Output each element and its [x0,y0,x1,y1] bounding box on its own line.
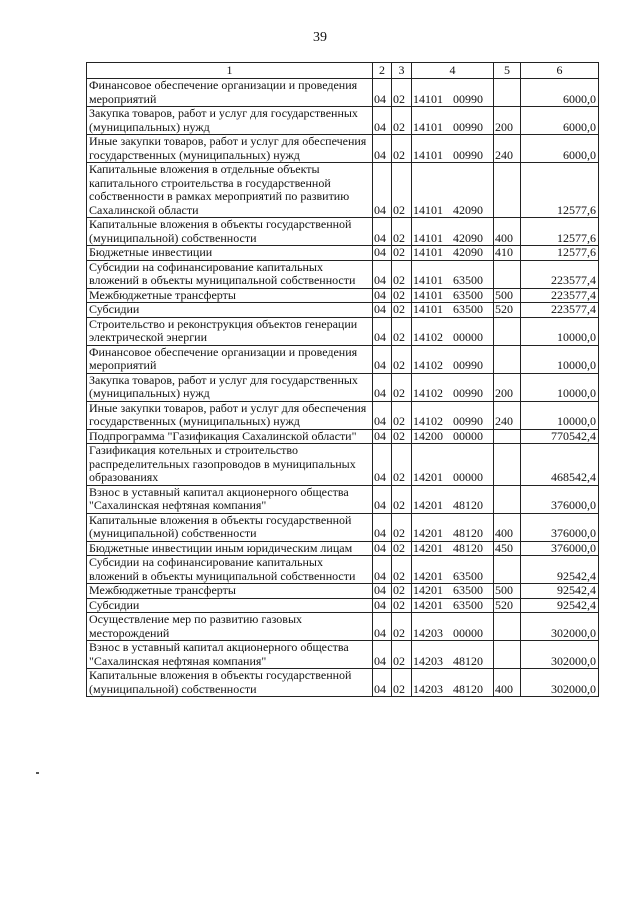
row-target-program-code: 14101 [413,230,443,245]
row-target-article [412,135,494,163]
row-expense-type: 200 [494,107,521,135]
table-row [87,79,599,107]
row-name: Закупка товаров, работ и услуг для государственных (муниципальных) нужд [87,107,373,135]
row-section: 04 [373,641,392,669]
col-header-name: 1 [87,63,373,79]
row-expense-type: 500 [494,584,521,599]
row-amount: 10000,0 [521,373,599,401]
row-section: 04 [373,288,392,303]
row-name: Подпрограмма "Газификация Сахалинской области" [87,429,373,444]
row-target-direction-code: 00990 [453,386,483,400]
row-target-program-code: 14101 [413,119,443,134]
table-row [87,288,599,303]
row-target-direction-code: 42090 [453,202,483,217]
row-amount: 10000,0 [521,317,599,345]
row-subsection: 02 [392,429,412,444]
row-target-article [412,107,494,135]
row-expense-type [494,613,521,641]
row-subsection: 02 [392,79,412,107]
row-section: 04 [373,260,392,288]
col-header-subsection: 3 [392,63,412,79]
row-target-direction-code: 42090 [453,230,483,245]
stray-mark [36,772,39,774]
row-target-article [412,641,494,669]
col-header-section: 2 [373,63,392,79]
row-target-program-code: 14203 [413,653,443,668]
row-amount: 10000,0 [521,345,599,373]
row-subsection: 02 [392,163,412,218]
row-section: 04 [373,107,392,135]
row-amount: 92542,4 [521,598,599,613]
row-section: 04 [373,613,392,641]
row-amount: 12577,6 [521,163,599,218]
row-expense-type [494,429,521,444]
row-name: Субсидии на софинансирование капитальных вложений в объекты муниципальной собственности [87,556,373,584]
row-amount: 468542,4 [521,444,599,486]
row-target-article [412,303,494,318]
row-target-article [412,485,494,513]
row-amount: 770542,4 [521,429,599,444]
row-target-article [412,218,494,246]
row-expense-type [494,260,521,288]
row-name: Финансовое обеспечение организации и проведения мероприятий [87,79,373,107]
table-body [87,79,599,697]
row-section: 04 [373,317,392,345]
row-target-program-code: 14201 [413,598,443,612]
row-subsection: 02 [392,444,412,486]
row-section: 04 [373,541,392,556]
row-subsection: 02 [392,260,412,288]
table-row [87,317,599,345]
row-subsection: 02 [392,107,412,135]
row-target-direction-code: 63500 [453,583,483,597]
row-name: Межбюджетные трансферты [87,288,373,303]
row-target-direction-code: 00990 [453,91,483,106]
row-target-direction-code: 00990 [453,147,483,162]
row-expense-type: 240 [494,135,521,163]
row-amount: 302000,0 [521,669,599,697]
row-section: 04 [373,345,392,373]
table-row [87,444,599,486]
col-header-target-article: 4 [412,63,494,79]
row-target-direction-code: 00990 [453,119,483,134]
table-row [87,107,599,135]
row-target-direction-code: 42090 [453,245,483,259]
row-target-direction-code: 48120 [453,498,483,512]
row-name: Финансовое обеспечение организации и проведения мероприятий [87,345,373,373]
row-target-direction-code: 00000 [453,470,483,484]
row-expense-type: 520 [494,303,521,318]
row-name: Капитальные вложения в отдельные объекты капитального строительства в государственной собственности в рамках мероприятий по развитию Сахалинской области [87,163,373,218]
table-row [87,135,599,163]
table-row [87,163,599,218]
row-target-article [412,613,494,641]
row-name: Межбюджетные трансферты [87,584,373,599]
row-target-article [412,541,494,556]
row-target-direction-code: 00990 [453,414,483,428]
table-row [87,401,599,429]
row-expense-type: 450 [494,541,521,556]
row-target-program-code: 14203 [413,625,443,640]
row-section: 04 [373,669,392,697]
row-amount: 376000,0 [521,541,599,556]
row-subsection: 02 [392,317,412,345]
row-target-program-code: 14102 [413,414,443,428]
row-target-article [412,373,494,401]
row-target-article [412,317,494,345]
header-row [87,63,599,79]
row-target-article [412,584,494,599]
row-section: 04 [373,79,392,107]
row-subsection: 02 [392,303,412,318]
row-target-article [412,429,494,444]
row-section: 04 [373,246,392,261]
row-target-program-code: 14101 [413,91,443,106]
row-subsection: 02 [392,513,412,541]
row-subsection: 02 [392,613,412,641]
row-target-direction-code: 00990 [453,358,483,372]
row-section: 04 [373,401,392,429]
row-amount: 12577,6 [521,246,599,261]
table-row [87,345,599,373]
row-expense-type [494,345,521,373]
row-subsection: 02 [392,485,412,513]
row-expense-type [494,444,521,486]
row-amount: 376000,0 [521,513,599,541]
table-row [87,669,599,697]
row-amount: 223577,4 [521,303,599,318]
row-name: Строительство и реконструкция объектов генерации электрической энергии [87,317,373,345]
row-name: Закупка товаров, работ и услуг для государственных (муниципальных) нужд [87,373,373,401]
table-row [87,513,599,541]
table-row [87,641,599,669]
row-expense-type: 200 [494,373,521,401]
row-target-direction-code: 63500 [453,302,483,316]
row-target-direction-code: 63500 [453,273,483,287]
table-row [87,613,599,641]
table-row [87,485,599,513]
row-target-article [412,288,494,303]
table-row [87,246,599,261]
row-name: Капитальные вложения в объекты государственной (муниципальной) собственности [87,669,373,697]
row-name: Осуществление мер по развитию газовых месторождений [87,613,373,641]
budget-table [86,62,599,697]
row-target-article [412,513,494,541]
row-section: 04 [373,429,392,444]
row-target-direction-code: 00000 [453,330,483,344]
row-subsection: 02 [392,669,412,697]
row-subsection: 02 [392,246,412,261]
row-expense-type [494,556,521,584]
row-name: Субсидии [87,303,373,318]
row-target-program-code: 14102 [413,358,443,372]
row-amount: 6000,0 [521,135,599,163]
row-name: Субсидии [87,598,373,613]
table-row [87,218,599,246]
row-target-article [412,401,494,429]
row-amount: 6000,0 [521,79,599,107]
row-name: Иные закупки товаров, работ и услуг для обеспечения государственных (муниципальных) нужд [87,135,373,163]
row-section: 04 [373,303,392,318]
row-amount: 92542,4 [521,584,599,599]
row-amount: 12577,6 [521,218,599,246]
row-target-direction-code: 63500 [453,568,483,583]
row-subsection: 02 [392,345,412,373]
row-section: 04 [373,135,392,163]
row-amount: 6000,0 [521,107,599,135]
row-amount: 376000,0 [521,485,599,513]
row-section: 04 [373,584,392,599]
row-expense-type: 500 [494,288,521,303]
row-target-program-code: 14101 [413,288,443,302]
row-target-direction-code: 00000 [453,625,483,640]
row-amount: 223577,4 [521,260,599,288]
row-target-article [412,345,494,373]
row-section: 04 [373,513,392,541]
row-subsection: 02 [392,288,412,303]
table-row [87,584,599,599]
row-target-program-code: 14102 [413,386,443,400]
row-target-article [412,598,494,613]
row-name: Капитальные вложения в объекты государственной (муниципальной) собственности [87,513,373,541]
row-amount: 223577,4 [521,288,599,303]
row-expense-type [494,485,521,513]
row-target-article [412,444,494,486]
row-amount: 302000,0 [521,641,599,669]
row-target-program-code: 14101 [413,202,443,217]
row-target-program-code: 14201 [413,498,443,512]
row-target-article [412,260,494,288]
row-target-direction-code: 63500 [453,288,483,302]
row-subsection: 02 [392,598,412,613]
row-expense-type: 520 [494,598,521,613]
row-subsection: 02 [392,556,412,584]
row-target-direction-code: 48120 [453,541,483,555]
row-expense-type [494,317,521,345]
table-row [87,303,599,318]
row-section: 04 [373,373,392,401]
row-expense-type: 410 [494,246,521,261]
table-row [87,598,599,613]
row-name: Газификация котельных и строительство распределительных газопроводов в муниципальных образованиях [87,444,373,486]
row-section: 04 [373,485,392,513]
row-target-program-code: 14201 [413,541,443,555]
row-name: Субсидии на софинансирование капитальных вложений в объекты муниципальной собственности [87,260,373,288]
row-section: 04 [373,556,392,584]
row-target-direction-code: 63500 [453,598,483,612]
table-row [87,373,599,401]
row-expense-type: 400 [494,669,521,697]
row-amount: 92542,4 [521,556,599,584]
row-section: 04 [373,598,392,613]
row-subsection: 02 [392,135,412,163]
row-target-program-code: 14101 [413,147,443,162]
page-number: 39 [313,30,327,45]
row-target-program-code: 14203 [413,681,443,696]
row-section: 04 [373,444,392,486]
row-name: Бюджетные инвестиции иным юридическим лицам [87,541,373,556]
row-subsection: 02 [392,641,412,669]
row-target-direction-code: 48120 [453,653,483,668]
row-expense-type [494,641,521,669]
row-target-article [412,669,494,697]
row-subsection: 02 [392,541,412,556]
row-target-direction-code: 48120 [453,681,483,696]
row-name: Иные закупки товаров, работ и услуг для обеспечения государственных (муниципальных) нужд [87,401,373,429]
col-header-expense-type: 5 [494,63,521,79]
row-target-program-code: 14101 [413,302,443,316]
row-expense-type [494,163,521,218]
row-amount: 10000,0 [521,401,599,429]
col-header-amount: 6 [521,63,599,79]
row-target-program-code: 14201 [413,568,443,583]
row-target-article [412,163,494,218]
row-target-article [412,556,494,584]
row-name: Капитальные вложения в объекты государственной (муниципальной) собственности [87,218,373,246]
row-target-program-code: 14200 [413,429,443,443]
table-row [87,556,599,584]
row-name: Бюджетные инвестиции [87,246,373,261]
row-target-program-code: 14201 [413,583,443,597]
row-subsection: 02 [392,401,412,429]
row-subsection: 02 [392,218,412,246]
row-target-direction-code: 48120 [453,526,483,540]
row-section: 04 [373,163,392,218]
row-expense-type [494,79,521,107]
table-row [87,429,599,444]
row-subsection: 02 [392,584,412,599]
row-name: Взнос в уставный капитал акционерного общества "Сахалинская нефтяная компания" [87,485,373,513]
row-target-program-code: 14201 [413,526,443,540]
row-target-article [412,79,494,107]
row-target-program-code: 14201 [413,470,443,484]
row-target-direction-code: 00000 [453,429,483,443]
row-expense-type: 400 [494,218,521,246]
row-target-program-code: 14101 [413,245,443,259]
row-target-program-code: 14101 [413,273,443,287]
row-target-program-code: 14102 [413,330,443,344]
row-expense-type: 240 [494,401,521,429]
row-name: Взнос в уставный капитал акционерного общества "Сахалинская нефтяная компания" [87,641,373,669]
row-section: 04 [373,218,392,246]
row-amount: 302000,0 [521,613,599,641]
table-row [87,260,599,288]
row-expense-type: 400 [494,513,521,541]
table-row [87,541,599,556]
row-target-article [412,246,494,261]
row-subsection: 02 [392,373,412,401]
